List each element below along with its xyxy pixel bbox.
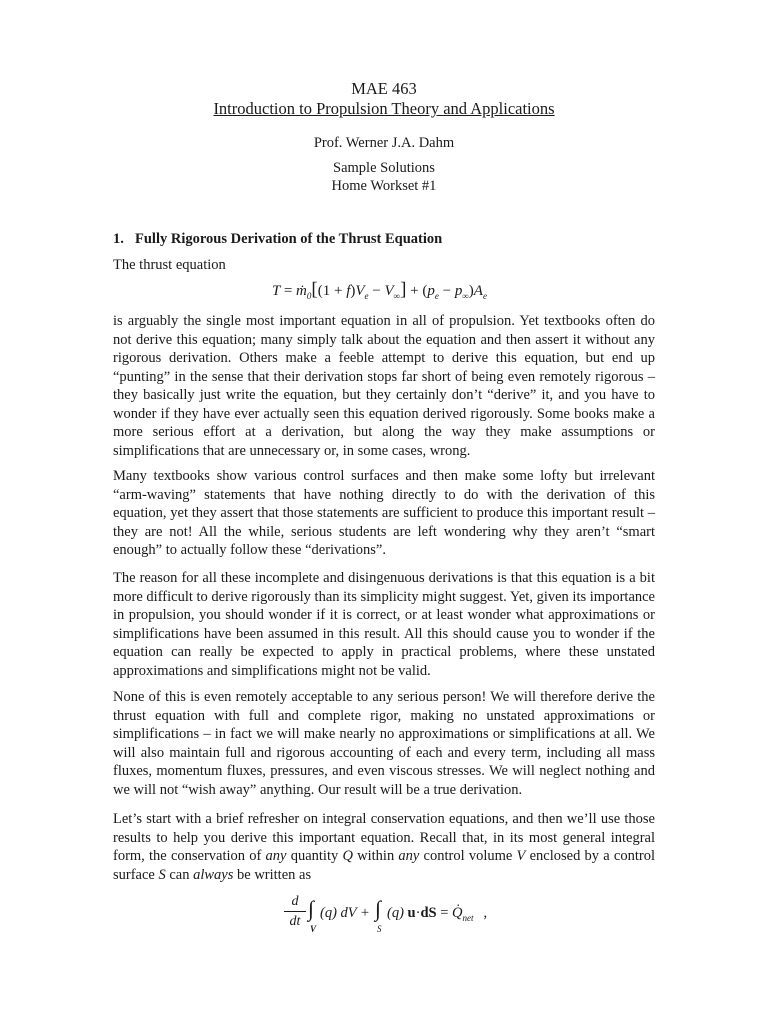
eq-minus: − (368, 283, 385, 299)
eq-sub-e3: e (482, 291, 487, 301)
eq-close: ) (468, 283, 474, 299)
section-title: Fully Rigorous Derivation of the Thrust Equation (135, 231, 443, 247)
eq-sub-inf: ∞ (393, 291, 401, 301)
eq-thrust-lhs: T (272, 283, 281, 299)
thrust-equation (272, 279, 487, 301)
eq-time-derivative: d dt (284, 894, 306, 929)
eq-sub-zero: 0 (306, 291, 312, 301)
section-heading (113, 231, 442, 248)
eq-area: A (473, 283, 483, 299)
term-surface: (q) $u\cdot dS = Q̇_{net}$ , (387, 905, 488, 923)
integral-limit-v: V (310, 924, 317, 934)
eq-v-exit: V (355, 283, 365, 299)
intro-line: The thrust equation (113, 257, 226, 273)
integral-limit-s: S (377, 924, 382, 934)
eq-p-inf: p (454, 283, 463, 299)
author-line: Prof. Werner J.A. Dahm (313, 135, 455, 151)
worksheet-label: Home Workset #1 (331, 178, 437, 194)
integral-surface: ∫ (375, 896, 382, 921)
integral-volume: ∫ (308, 896, 315, 921)
term-volume: (q) dV + (320, 905, 370, 921)
paragraph-5: Let’s start with a brief refresher on integral conservation equations, and then we’ll use those results to help you derive this important equation. Recall that, in its most general integral form, the conservation of any quantity Q within any control volume V enclosed by a control surface S can always be written as (113, 811, 655, 883)
eq-sub-e2: e (434, 291, 439, 301)
eq-p-exit: p (427, 283, 435, 299)
paragraph-2: Many textbooks show various control surfaces and then make some lofty but irrelevant “arm-waving” statements that have nothing directly to do with the derivation of this equation, yet they assert that those statements are sufficient to produce this important result – they are not! All the while, serious students are left wondering why they aren’t “smart enough” to actually follow these “derivations”. (113, 468, 655, 558)
eq-mdot: ṁ (296, 283, 307, 299)
course-code: MAE 463 (351, 79, 417, 98)
eq-f: f (346, 283, 351, 299)
eq-v-inf: V (384, 283, 394, 299)
section-number: 1. (113, 231, 124, 247)
document-type: Sample Solutions (333, 160, 435, 176)
eq-sub-e: e (364, 291, 369, 301)
eq-equals: = (283, 283, 293, 299)
eq-bracket-open: [ (311, 279, 318, 300)
eq-plus: + ( (406, 283, 428, 299)
paragraph-3: The reason for all these incomplete and disingenuous derivations is that this equation is a bit more difficult to derive rigorously than its simplicity might suggest. Yet, given its importance in propulsion, you should wonder if it is correct, or at least wonder what approximations or simplifications have been assumed in this result. All this should cause you to wonder if the equation can really be expected to apply in practical problems, where these unstated approximations and simplifications might not be valid. (113, 570, 655, 679)
course-title: Introduction to Propulsion Theory and Applications (213, 99, 555, 118)
eq-paren-close: ) (350, 283, 356, 299)
eq-bracket-close: ] (400, 279, 407, 300)
paragraph-1: is arguably the single most important equation in all of propulsion. Yet textbooks often do not derive this equation; many simply talk about the equation and then assert it without any rigorous derivation. Others make a feeble attempt to derive this equation, but end up “punting” in the sense that their derivation stops far short of being even remotely rigorous – they basically just write the equation, but they certainly don’t “derive” it, and you have to wonder if they have ever actually seen this equation derived rigorously. Some books make a more serious effort at a derivation, but along the way they make assumptions or simplifications that are unnecessary or, in some cases, wrong. (113, 313, 655, 459)
eq-minus2: − (438, 283, 455, 299)
eq-sub-inf2: ∞ (462, 291, 469, 301)
paragraph-4: None of this is even remotely acceptable to any serious person! We will therefore derive the thrust equation with full and complete rigor, making no unstated approximations or simplifications – in fact we will make nearly no approximations or simplifications at all. We will also maintain full and rigorous accounting of each and every term, including all mass fluxes, momentum fluxes, pressures, and even viscous stresses. We will neglect nothing and we will not “wish away” anything. Our result will be a true derivation. (113, 689, 655, 798)
eq-paren-open: (1 + (317, 283, 347, 299)
